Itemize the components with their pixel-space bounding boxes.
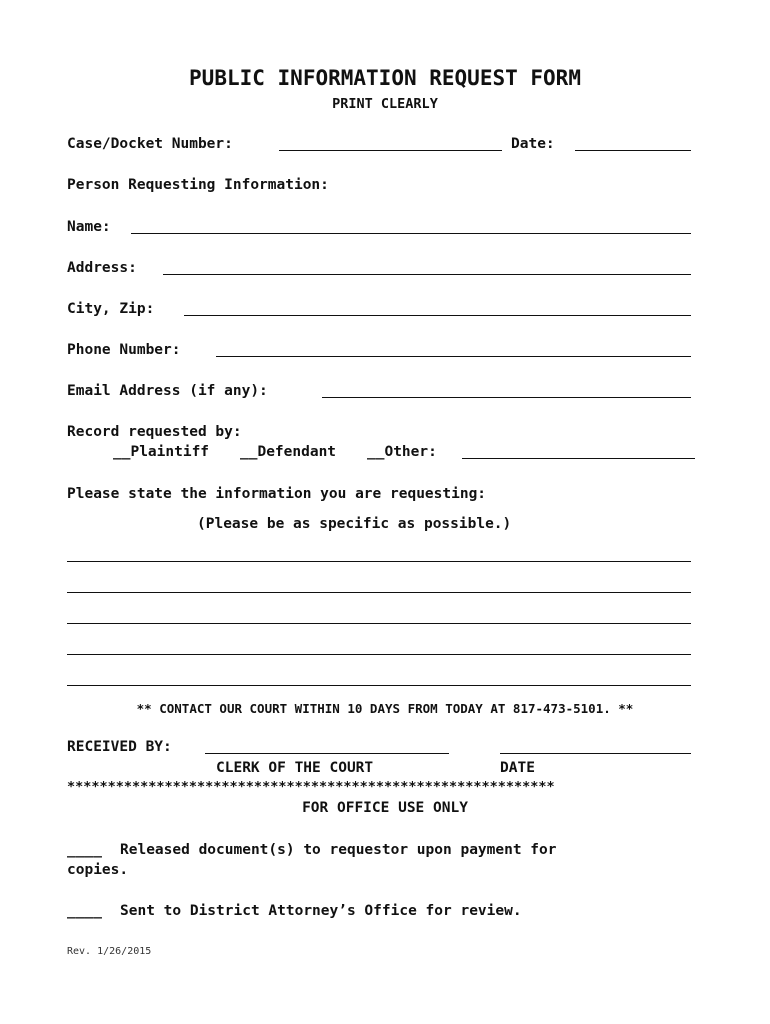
info-line-2[interactable] (67, 592, 691, 593)
defendant-option[interactable]: __Defendant (240, 444, 337, 460)
other-field[interactable] (462, 458, 695, 459)
info-line-1[interactable] (67, 561, 691, 562)
revision-note: Rev. 1/26/2015 (67, 946, 152, 957)
phone-label: Phone Number: (67, 342, 181, 358)
case-docket-label: Case/Docket Number: (67, 136, 233, 152)
other-option[interactable]: __Other: (367, 444, 437, 460)
released-checkbox-blank[interactable]: ____ (67, 842, 102, 858)
plaintiff-option[interactable]: __Plaintiff (113, 444, 210, 460)
info-request-label: Please state the information you are requesting: (67, 486, 487, 502)
office-use-heading: FOR OFFICE USE ONLY (302, 800, 468, 816)
email-field[interactable] (322, 397, 691, 398)
clerk-caption: CLERK OF THE COURT (216, 760, 374, 776)
released-text-line1: Released document(s) to requestor upon payment for (120, 842, 557, 858)
case-docket-field[interactable] (279, 150, 502, 151)
email-label: Email Address (if any): (67, 383, 268, 399)
info-line-5[interactable] (67, 685, 691, 686)
received-by-label: RECEIVED BY: (67, 739, 172, 755)
released-text-line2: copies. (67, 862, 129, 878)
info-request-hint: (Please be as specific as possible.) (197, 516, 512, 532)
city-zip-field[interactable] (184, 315, 691, 316)
date-field[interactable] (575, 150, 691, 151)
info-line-4[interactable] (67, 654, 691, 655)
date-caption: DATE (500, 760, 535, 776)
name-field[interactable] (131, 233, 691, 234)
form-subtitle: PRINT CLEARLY (332, 96, 438, 112)
date-label: Date: (511, 136, 555, 152)
received-date-field[interactable] (500, 753, 691, 754)
form-title: PUBLIC INFORMATION REQUEST FORM (189, 66, 581, 90)
person-requesting-label: Person Requesting Information: (67, 177, 329, 193)
sent-text: Sent to District Attorney’s Office for review. (120, 903, 522, 919)
sent-checkbox-blank[interactable]: ____ (67, 903, 102, 919)
address-label: Address: (67, 260, 137, 276)
clerk-signature-field[interactable] (205, 753, 449, 754)
contact-notice: ** CONTACT OUR COURT WITHIN 10 DAYS FROM TODAY AT 817-473-5101. ** (136, 701, 634, 716)
info-line-3[interactable] (67, 623, 691, 624)
separator-line: ************************************************************ (67, 779, 555, 795)
record-requested-label: Record requested by: (67, 424, 242, 440)
name-label: Name: (67, 219, 111, 235)
address-field[interactable] (163, 274, 691, 275)
phone-field[interactable] (216, 356, 691, 357)
city-zip-label: City, Zip: (67, 301, 155, 317)
